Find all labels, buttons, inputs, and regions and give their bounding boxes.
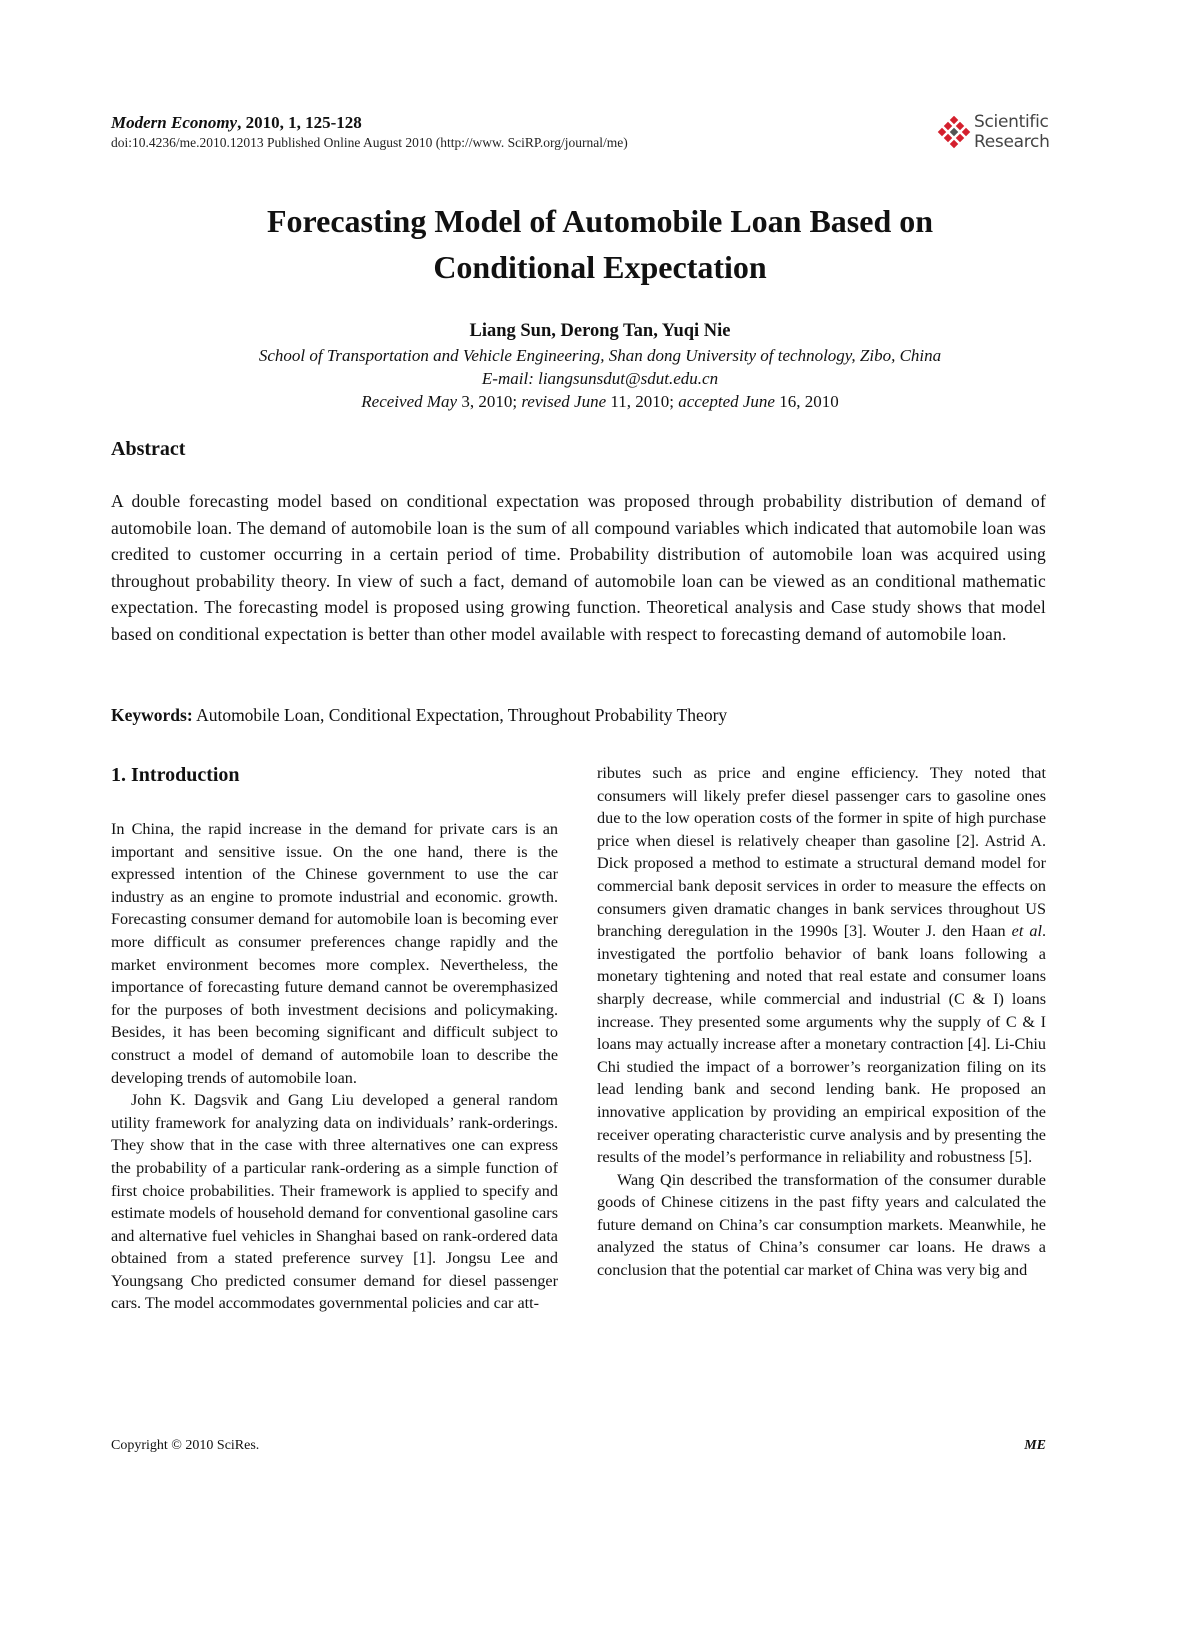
keywords	[111, 702, 1046, 728]
para3-part-b: . investigated the portfolio behavior of bank loans following a monetary tightening and noted that real estate and consumer loans sharply decrease, while commercial and industrial (C & I) loans increase. They presented some arguments why the supply of C & I loans may actually increase after a monetary contraction [4]. Li-Chiu Chi studied the impact of a borrower’s reorganization filing on its lead lending bank and second lending bank. He proposed an innovative application by providing an empirical exposition of the receiver operating characteristic curve analysis and by presenting the results of the model’s performance in reliability and robustness [5].	[597, 922, 1046, 1167]
intro-paragraph-2: John K. Dagsvik and Gang Liu developed a general random utility framework for analyzing data on individuals’ rank-orderings. They show that in the case with three alternatives one can express the probability of a particular rank-ordering as a simple function of first choice probabilities. Their framework is applied to specify and estimate models of household demand for conventional gasoline cars and alternative fuel vehicles in Shanghai based on rank-ordered data obtained from a stated preference survey [1]. Jongsu Lee and Youngsang Cho predicted consumer demand for diesel passenger cars. The model accommodates governmental policies and car att-	[111, 1091, 558, 1313]
journal-issue: , 2010, 1, 125-128	[237, 113, 362, 132]
history-dates	[100, 390, 1100, 413]
abstract-text: A double forecasting model based on conditional expectation was proposed through probability distribution of demand of automobile loan. The demand of automobile loan is the sum of all compound variables which indicated that automobile loan was credited to customer occurring in a certain period of time. Probability distribution of automobile loan was acquired using throughout probability theory. In view of such a fact, demand of automobile loan can be viewed as an conditional mathematic expectation. The forecasting model is proposed using growing function. Theoretical analysis and Case study shows that model based on conditional expectation is better than other model available with respect to forecasting demand of automobile loan.	[111, 491, 1046, 644]
logo-line2: Research	[974, 132, 1050, 152]
left-column	[111, 762, 558, 1315]
author-block	[100, 318, 1100, 413]
para3-etal: et al	[1011, 922, 1042, 941]
right-column	[597, 762, 1046, 1282]
section-heading-introduction: 1. Introduction	[111, 764, 240, 786]
accepted-date: 16, 2010	[774, 392, 839, 411]
intro-paragraph-4: Wang Qin described the transformation of the consumer durable goods of Chinese citizens in the past fifty years and calculated the future demand on China’s car consumption markets. Meanwhile, he analyzed the status of China’s consumer car loans. He draws a conclusion that the potential car market of China was very big and	[597, 1170, 1046, 1280]
intro-paragraph-3	[597, 762, 1046, 1169]
para3-part-a: ributes such as price and engine efficiency. They noted that consumers will likely prefer diesel passenger cars to gasoline ones due to the low operation costs of the former in spite of high purchase price when diesel is relatively cheaper than gasoline [2]. Astrid A. Dick proposed a method to estimate a structural demand model for commercial bank deposit services in order to measure the effects on consumers given dramatic changes in bank services throughout US branching deregulation in the 1990s [3]. Wouter J. den Haan	[597, 764, 1046, 941]
journal-abbreviation: ME	[1024, 1438, 1046, 1453]
authors: Liang Sun, Derong Tan, Yuqi Nie	[469, 321, 731, 341]
doi-line[interactable]: doi:10.4236/me.2010.12013 Published Online August 2010 (http://www. SciRP.org/journal/me)	[111, 135, 628, 150]
title-line1: Forecasting Model of Automobile Loan Based on	[266, 203, 934, 239]
keywords-label: Keywords:	[111, 705, 193, 725]
logo-line1: Scientific	[974, 112, 1049, 132]
revised-date: 11, 2010;	[606, 392, 679, 411]
received-label: Received May	[361, 392, 458, 411]
scientific-research-logo	[937, 112, 1067, 154]
paper-title	[100, 198, 1100, 290]
affiliation: School of Transportation and Vehicle Engineering, Shan dong University of technology, Zibo, China	[258, 346, 942, 365]
title-line2: Conditional Expectation	[433, 249, 767, 285]
logo-text	[974, 112, 1050, 152]
revised-label: revised June	[521, 392, 607, 411]
received-date: 3, 2010;	[457, 392, 522, 411]
scirp-logo-icon	[937, 116, 971, 150]
journal-name: Modern Economy	[111, 113, 238, 132]
author-email[interactable]: E-mail: liangsunsdut@sdut.edu.cn	[481, 369, 719, 388]
keywords-text: Automobile Loan, Conditional Expectation, Throughout Probability Theory	[192, 705, 728, 725]
intro-paragraph-1: In China, the rapid increase in the demand for private cars is an important and sensitive issue. On the one hand, there is the expressed intention of the Chinese government to use the car industry as an engine to promote industrial and economic. growth. Forecasting consumer demand for automobile loan is becoming ever more difficult as consumer preferences change rapidly and the market environment becomes more complex. Nevertheless, the importance of forecasting future demand cannot be overemphasized for the purposes of both investment decisions and policymaking. Besides, it has been becoming significant and difficult subject to construct a model of demand of automobile loan to describe the developing trends of automobile loan.	[111, 820, 558, 1087]
copyright: Copyright © 2010 SciRes.	[111, 1438, 260, 1453]
accepted-label: accepted June	[678, 392, 775, 411]
page-footer	[111, 1436, 1046, 1456]
abstract-heading: Abstract	[111, 438, 186, 460]
